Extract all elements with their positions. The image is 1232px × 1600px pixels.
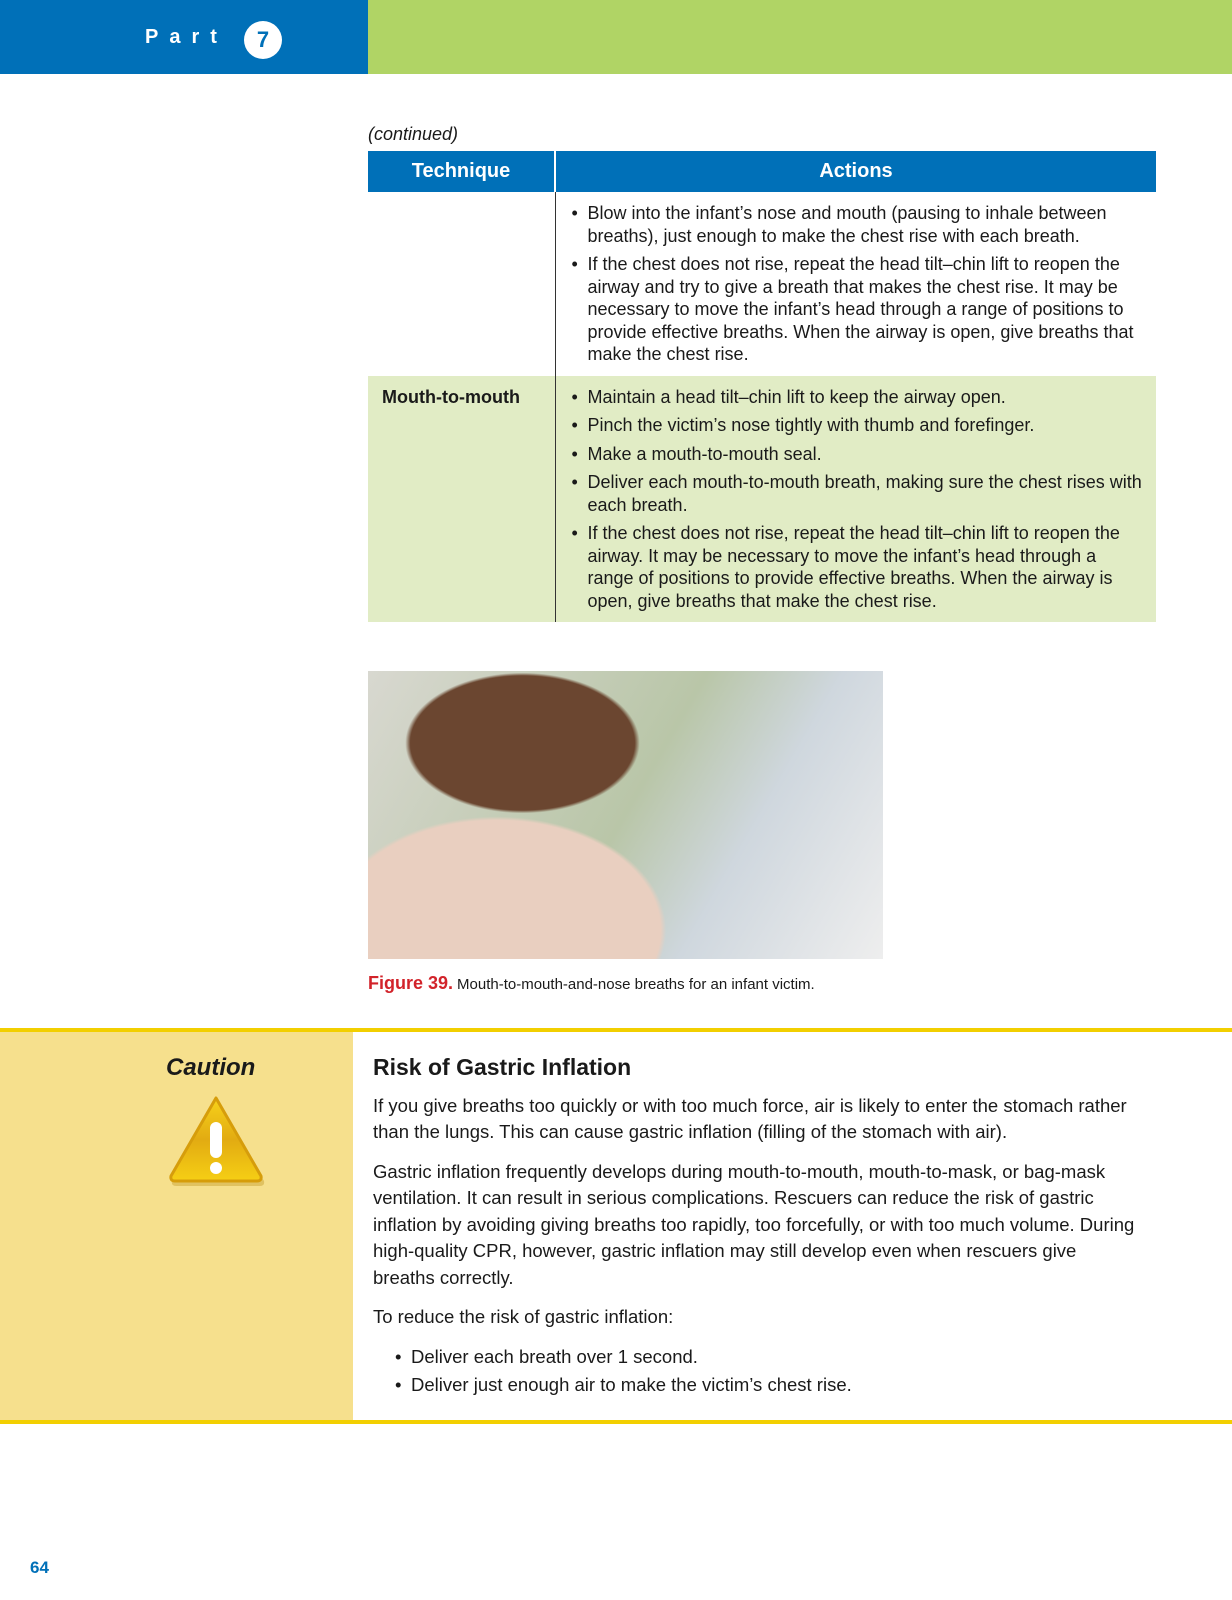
caution-paragraph: To reduce the risk of gastric inflation:: [373, 1306, 674, 1327]
caution-paragraph: Gastric inflation frequently develops during mouth-to-mouth, mouth-to-mask, or bag-mask ventilation. It can result in serious complications. Rescuers can reduce the risk of gastric inflation by avoiding giving breaths too rapidly, too forcefully, or with too much volume. During high-quality CPR, however, gastric inflation may still develop even when rescuers give breaths correctly.: [373, 1160, 1135, 1288]
caution-box: [0, 1028, 1232, 1424]
caution-content: [373, 1054, 1143, 1401]
table-row: [368, 376, 1156, 623]
figure-caption: [368, 973, 815, 994]
col-header-actions: Actions: [555, 151, 1156, 192]
action-item: • Maintain a head tilt–chin lift to keep the airway open.: [570, 386, 1145, 409]
actions-cell: [555, 376, 1156, 623]
action-item: • Pinch the victim’s nose tightly with thumb and forefinger.: [570, 414, 1145, 437]
caution-sidebar: [0, 1032, 353, 1420]
action-item: • If the chest does not rise, repeat the head tilt–chin lift to reopen the airway. It may be necessary to move the infant’s head through a range of positions to provide effective breaths. When the airway is open, give breaths that make the chest rise.: [570, 522, 1145, 612]
figure-photo: [368, 671, 883, 959]
caution-bullet: • Deliver just enough air to make the victim’s chest rise.: [393, 1372, 1143, 1399]
caution-label: Caution: [166, 1054, 256, 1081]
page-number: 64: [30, 1558, 49, 1577]
continued-label: (continued): [368, 124, 459, 144]
figure-label: Figure 39.: [368, 973, 454, 993]
actions-cell: [555, 192, 1156, 376]
technique-cell: [368, 192, 555, 376]
technique-table: [368, 151, 1156, 622]
part-number-badge: 7: [244, 21, 282, 59]
figure-caption-text: Mouth-to-mouth-and-nose breaths for an infant victim.: [457, 976, 815, 993]
action-item: • If the chest does not rise, repeat the head tilt–chin lift to reopen the airway and try to give a breath that makes the chest rise. It may be necessary to move the infant’s head through a range of positions to provide effective breaths. When the airway is open, give breaths that make the chest rise.: [570, 253, 1145, 366]
part-label: Part: [145, 26, 228, 48]
warning-icon: [164, 1094, 268, 1188]
action-item: • Deliver each mouth-to-mouth breath, making sure the chest rises with each breath.: [570, 471, 1145, 516]
action-item: • Blow into the infant’s nose and mouth (pausing to inhale between breaths), just enough to make the chest rise with each breath.: [570, 202, 1145, 247]
caution-bullet: • Deliver each breath over 1 second.: [393, 1344, 1143, 1371]
header-band-green: [368, 0, 1232, 74]
table-row: [368, 192, 1156, 376]
action-item: • Make a mouth-to-mouth seal.: [570, 443, 1145, 466]
technique-cell: Mouth-to-mouth: [368, 376, 555, 623]
col-header-technique: Technique: [368, 151, 555, 192]
caution-title: Risk of Gastric Inflation: [373, 1054, 632, 1080]
caution-paragraph: If you give breaths too quickly or with too much force, air is likely to enter the stomach rather than the lungs. This can cause gastric inflation (filling of the stomach with air).: [373, 1094, 1127, 1142]
